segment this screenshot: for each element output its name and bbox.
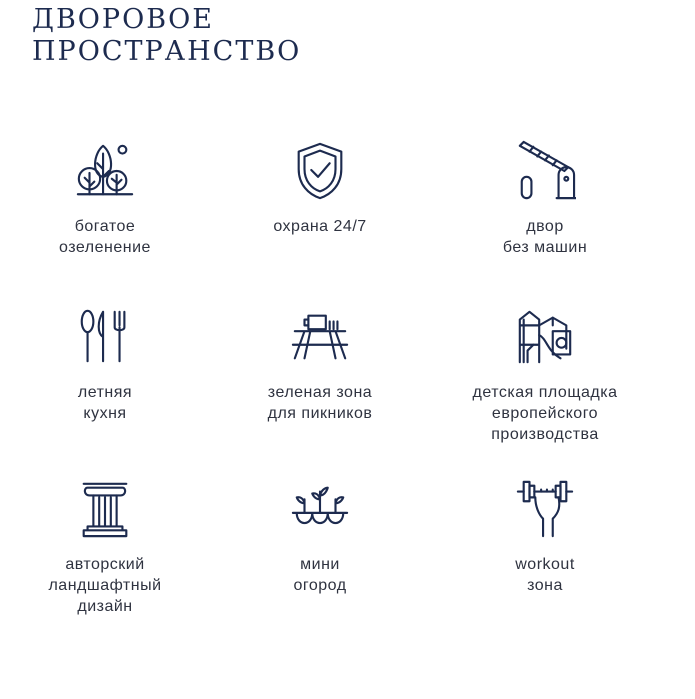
picnic-table-icon <box>205 306 435 368</box>
feature-label-line: летняя <box>77 384 133 401</box>
feature-label-line: ландшафтный <box>48 577 162 594</box>
feature-label <box>205 216 435 237</box>
feature-item <box>0 306 220 424</box>
seedlings-icon <box>205 478 435 540</box>
feature-label-line: богатое <box>74 218 136 235</box>
feature-label-line: зона <box>527 577 563 594</box>
feature-label-line: европейского <box>491 405 599 422</box>
feature-label <box>0 382 220 424</box>
shield-check-icon <box>205 140 435 202</box>
feature-label <box>430 554 660 596</box>
playground-icon <box>430 306 660 368</box>
feature-label-line: двор <box>526 218 564 235</box>
feature-label <box>205 382 435 424</box>
feature-label <box>0 554 220 617</box>
feature-item <box>430 306 660 445</box>
feature-label-line: детская площадка <box>472 384 618 401</box>
feature-label-line: workout <box>515 556 575 573</box>
feature-item <box>0 478 220 617</box>
feature-label-line: зеленая зона <box>267 384 373 401</box>
feature-label <box>0 216 220 258</box>
trees-icon <box>0 140 220 202</box>
feature-label-line: производства <box>491 426 599 443</box>
column-icon <box>0 478 220 540</box>
title-line: ПРОСТРАНСТВО <box>32 36 302 67</box>
page-title <box>32 4 301 68</box>
feature-label-line: мини <box>300 556 340 573</box>
feature-label <box>430 382 660 445</box>
dumbbell-hand-icon <box>430 478 660 540</box>
feature-label-line: охрана 24/7 <box>273 218 367 235</box>
feature-item <box>205 140 435 237</box>
feature-label-line: огород <box>293 577 347 594</box>
feature-label-line: кухня <box>83 405 127 422</box>
barrier-icon <box>430 140 660 202</box>
feature-label-line: авторский <box>65 556 145 573</box>
feature-item <box>205 478 435 596</box>
feature-label-line: дизайн <box>77 598 133 615</box>
feature-label <box>430 216 660 258</box>
feature-item <box>430 478 660 596</box>
feature-item <box>205 306 435 424</box>
feature-label <box>205 554 435 596</box>
feature-item <box>430 140 660 258</box>
cutlery-icon <box>0 306 220 368</box>
feature-label-line: озеленение <box>59 239 151 256</box>
feature-label-line: без машин <box>502 239 588 256</box>
title-line: ДВОРОВОЕ <box>32 4 214 35</box>
feature-item <box>0 140 220 258</box>
feature-label-line: для пикников <box>267 405 373 422</box>
